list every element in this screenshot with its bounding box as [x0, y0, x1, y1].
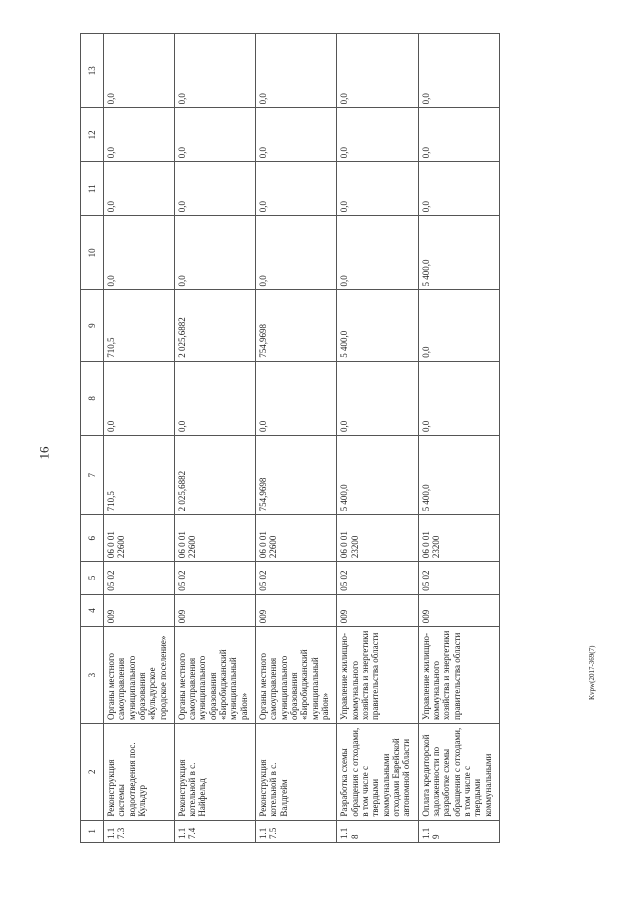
table-cell: 06 0 01 22600: [174, 515, 255, 562]
table-cell: 009: [418, 594, 499, 627]
table-cell: 009: [255, 594, 336, 627]
table-cell: 06 0 01 22600: [104, 515, 175, 562]
header-cell: 10: [81, 216, 104, 290]
document-code: Kvpw(2017-369(7): [588, 645, 596, 700]
table-cell: 0,0: [174, 108, 255, 162]
table-row: [337, 34, 418, 843]
table-cell: Органы местного самоуправления муниципального образования «Биробиджанский муниципальный район»: [255, 627, 336, 724]
table-row: [255, 34, 336, 843]
table-cell: Реконструкция системы водоотведения пос. Кульдур: [104, 723, 175, 820]
header-cell: 13: [81, 34, 104, 108]
rotated-table-container: [80, 33, 500, 843]
table-cell: 0,0: [418, 162, 499, 216]
table-cell: 0,0: [104, 361, 175, 435]
table-cell: 1.17.5: [255, 820, 336, 842]
table-cell: 0,0: [104, 216, 175, 290]
table-cell: 1.19: [418, 820, 499, 842]
table-cell: 5 400,0: [418, 216, 499, 290]
table-cell: 05 02: [174, 562, 255, 595]
table-cell: 009: [174, 594, 255, 627]
table-cell: Оплата кредиторской задолженности по разработке схемы обращения с отходами, в том числе с твердыми коммунальными: [418, 723, 499, 820]
table-cell: 0,0: [418, 34, 499, 108]
header-cell: 5: [81, 562, 104, 595]
table-cell: 06 0 01 23200: [418, 515, 499, 562]
table-cell: 0,0: [255, 361, 336, 435]
table-cell: 06 0 01 23200: [337, 515, 418, 562]
header-row: [81, 34, 104, 843]
table-cell: 1.17.3: [104, 820, 175, 842]
table-cell: Управление жилищно-коммунального хозяйства и энергетики правительства области: [337, 627, 418, 724]
table-cell: 5 400,0: [337, 290, 418, 361]
table-cell: 05 02: [104, 562, 175, 595]
table-cell: 05 02: [418, 562, 499, 595]
table-cell: 1.17.4: [174, 820, 255, 842]
table-cell: 2 025,6882: [174, 436, 255, 515]
table-cell: 0,0: [337, 162, 418, 216]
table-cell: Реконструкция котельной в с. Найфельд: [174, 723, 255, 820]
header-cell: 11: [81, 162, 104, 216]
table-cell: 0,0: [174, 162, 255, 216]
table-cell: Органы местного самоуправления муниципального образования «Биробиджанский муниципальный район»: [174, 627, 255, 724]
table-row: [174, 34, 255, 843]
table-cell: 0,0: [255, 34, 336, 108]
table-cell: 0,0: [418, 290, 499, 361]
table-cell: 0,0: [418, 361, 499, 435]
header-cell: 12: [81, 108, 104, 162]
table-cell: 754,9698: [255, 290, 336, 361]
table-cell: 0,0: [174, 34, 255, 108]
table-cell: 710,5: [104, 436, 175, 515]
header-cell: 9: [81, 290, 104, 361]
table-row: [104, 34, 175, 843]
table-cell: 05 02: [255, 562, 336, 595]
table-cell: 5 400,0: [337, 436, 418, 515]
table-cell: 2 025,6882: [174, 290, 255, 361]
table-cell: 1.18: [337, 820, 418, 842]
table-cell: 0,0: [104, 108, 175, 162]
table-cell: Органы местного самоуправления муниципального образования «Кульдурское городское поселение»: [104, 627, 175, 724]
table-cell: 009: [104, 594, 175, 627]
table-cell: 0,0: [255, 162, 336, 216]
header-cell: 7: [81, 436, 104, 515]
table-cell: 710,5: [104, 290, 175, 361]
table-cell: 5 400,0: [418, 436, 499, 515]
header-cell: 8: [81, 361, 104, 435]
header-cell: 6: [81, 515, 104, 562]
budget-table: [80, 33, 500, 843]
header-cell: 1: [81, 820, 104, 842]
table-cell: Реконструкция котельной в с. Валдгейм: [255, 723, 336, 820]
table-cell: 0,0: [255, 216, 336, 290]
table-cell: Управление жилищно-коммунального хозяйства и энергетики правительства области: [418, 627, 499, 724]
header-cell: 2: [81, 723, 104, 820]
table-cell: 0,0: [104, 34, 175, 108]
table-cell: 009: [337, 594, 418, 627]
table-cell: Разработка схемы обращения с отходами, в том числе с твердыми коммунальными отходами Еврейской автономной области: [337, 723, 418, 820]
table-cell: 0,0: [337, 361, 418, 435]
header-cell: 3: [81, 627, 104, 724]
table-cell: 0,0: [174, 216, 255, 290]
table-cell: 06 0 01 22600: [255, 515, 336, 562]
table-row: [418, 34, 499, 843]
table-cell: 0,0: [337, 34, 418, 108]
table-cell: 05 02: [337, 562, 418, 595]
table-cell: 0,0: [337, 216, 418, 290]
table-cell: 0,0: [104, 162, 175, 216]
header-cell: 4: [81, 594, 104, 627]
table-cell: 0,0: [337, 108, 418, 162]
page-number: 16: [36, 446, 52, 460]
table-cell: 0,0: [418, 108, 499, 162]
table-cell: 0,0: [255, 108, 336, 162]
table-cell: 0,0: [174, 361, 255, 435]
table-cell: 754,9698: [255, 436, 336, 515]
